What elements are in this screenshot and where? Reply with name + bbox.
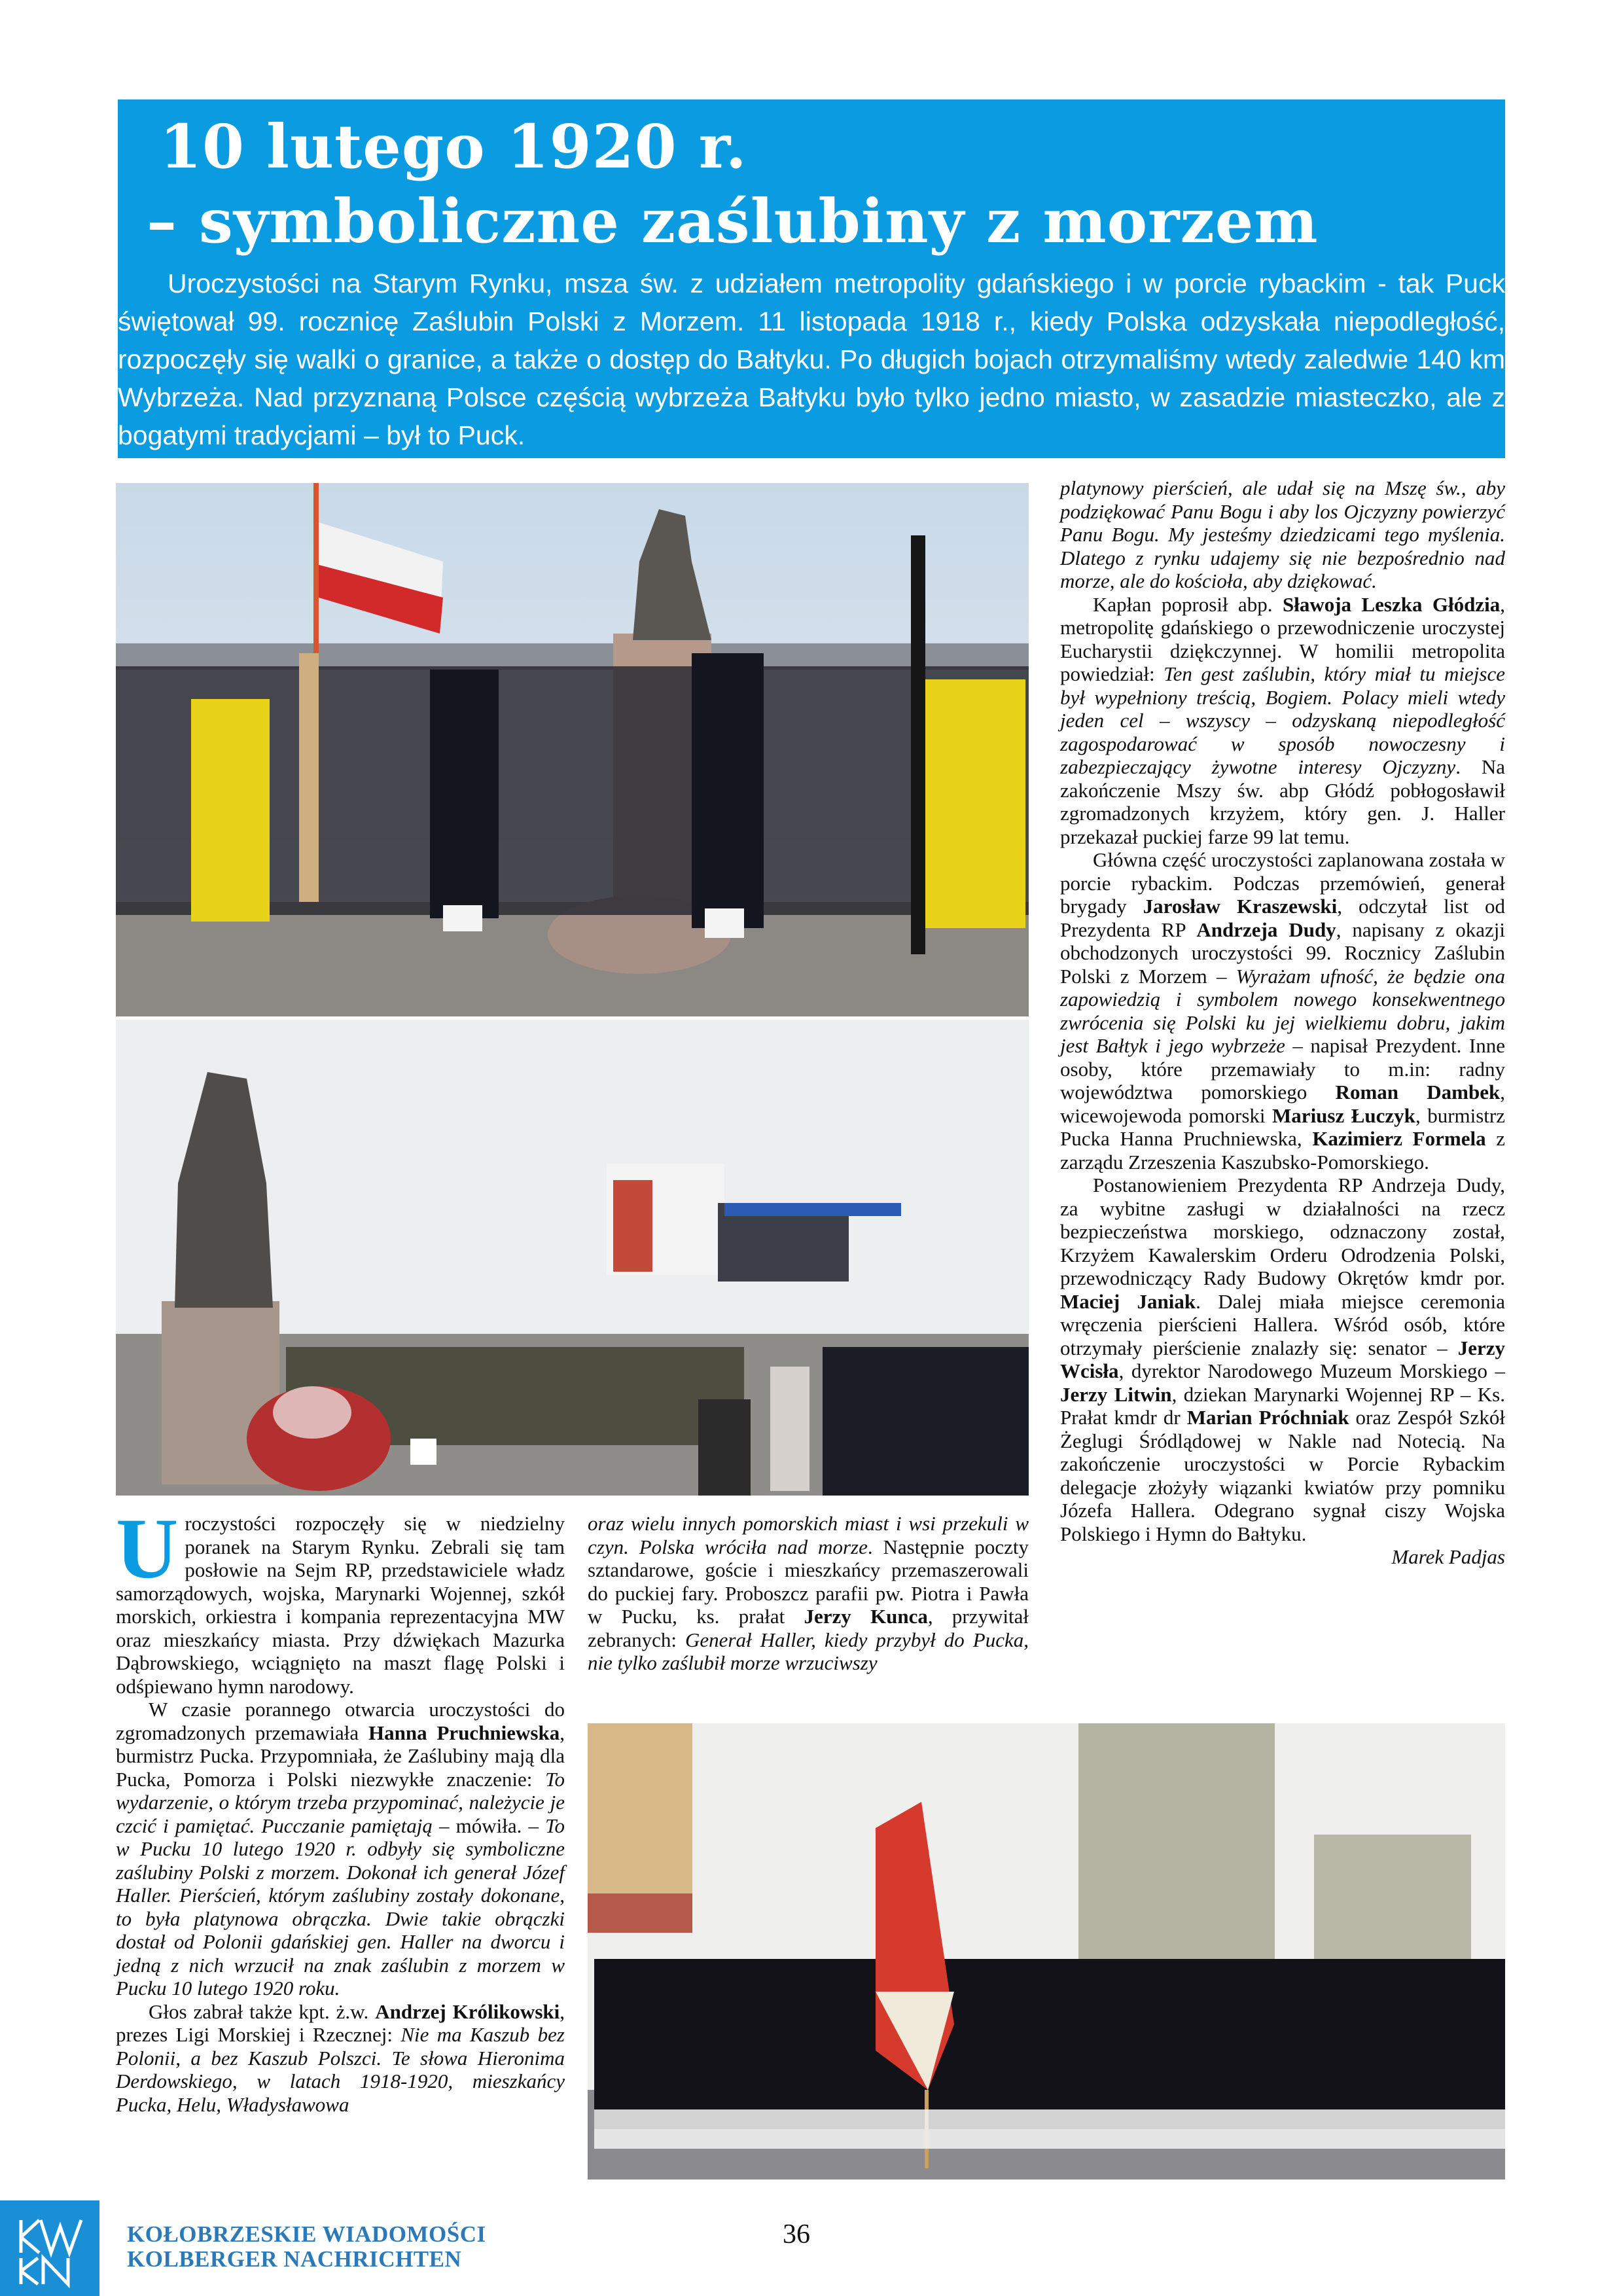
- kwkn-logo-icon: [0, 2200, 99, 2296]
- article-paragraph: W czasie porannego otwarcia uroczystości do zgromadzonych przemawiała Hanna Pruchniewska, burmistrz Pucka. Przypomniała, że Zaślubiny mają dla Pucka, Pomorza i Polski niezwykłe znaczenie: To wydarzenie, o którym trzeba przypominać, należycie je czcić i pamiętać. Pucczanie pamiętają – mówiła. – To w Pucku 10 lutego 1920 r. odbyły się symboliczne zaślubiny Polski z morzem. Dokonał ich generał Józef Haller. Pierścień, którym zaślubiny zostały dokonane, to była platynowa obrączka. Dwie takie obrączki dostał od Polonii gdańskiej gen. Haller na dworcu i jedną z nich wrzucił na znak zaślubin z morzem w Pucku 10 lutego 1920 roku.: [116, 1698, 565, 2000]
- article-paragraph: Kapłan poprosił abp. Sławoja Leszka Głódzia, metropolitę gdańskiego o przewodniczenie uroczystej Eucharystii dziękczynnej. W homilii metropolita powiedział: Ten gest zaślubin, który miał tu miejsce był wypełniony treścią, Bogiem. Polacy mieli wtedy jeden cel – wszyscy – odzyskaną niepodległość zagospodarować w sposób nowoczesny i zabezpieczający żywotne interesy Ojczyzny. Na zakończenie Mszy św. abp Głódź pobłogosławił zgromadzonych krzyżem, który gen. J. Haller przekazał puckiej farze 99 lat temu.: [1060, 592, 1506, 848]
- publication-name-german: KOLBERGER NACHRICHTEN: [127, 2246, 462, 2272]
- article-paragraph: oraz wielu innych pomorskich miast i wsi przekuli w czyn. Polska wróciła nad morze. Następnie poczty sztandarowe, goście i mieszkańcy przemaszerowali do puckiej fary. Proboszcz parafii pw. Piotra i Pawła w Pucku, ks. prałat Jerzy Kunca, przywitał zebranych: Generał Haller, kiedy przybył do Pucka, nie tylko zaślubił morze wrzuciwszy: [588, 1512, 1029, 1674]
- page-number: 36: [783, 2219, 810, 2250]
- wreath-photo-image: [116, 1020, 1029, 1496]
- person-name: Mariusz Łuczyk: [1272, 1103, 1415, 1127]
- article-paragraph: Główna część uroczystości zaplanowana została w porcie rybackim. Podczas przemówień, generał brygady Jarosław Kraszewski, odczytał list od Prezydenta RP Andrzeja Dudy, napisany z okazji obchodzonych uroczystości 99. Rocznicy Zaślubin Polski z Morzem – Wyrażam ufność, że będzie ona zapowiedzią i symbolem nowego konsekwentnego zwrócenia się Polski ku jej wielkiemu dobru, jakim jest Bałtyk i jego wybrzeże – napisał Prezydent. Inne osoby, które przemawiały to m.in: radny województwa pomorskiego Roman Dambek, wicewojewoda pomorski Mariusz Łuczyk, burmistrz Pucka Hanna Pruchniewska, Kazimierz Formela z zarządu Zrzeszenia Kaszubsko-Pomorskiego.: [1060, 848, 1506, 1174]
- person-name: Jerzy Wcisła: [1060, 1336, 1505, 1382]
- article-paragraph: [1060, 476, 1505, 593]
- photo-ceremony-flag-monument: [116, 483, 1029, 1016]
- quote: Ten gest zaślubin, który miał tu miejsce był wypełniony treścią, Bogiem. Polacy mieli wtedy jeden cel – wszyscy – odzyskaną niepodległość zagospodarować w sposób nowoczesny i zabezpieczający żywotne interesy Ojczyzny: [1060, 662, 1505, 778]
- article-title-line2: – symboliczne zaślubiny z morzem: [147, 186, 1319, 257]
- article-paragraph: Głos zabrał także kpt. ż.w. Andrzej Królikowski, prezes Ligi Morskiej i Rzecznej: Nie ma Kaszub bez Polonii, a bez Kaszub Polszci. Te słowa Hieronima Derdowskiego, w latach 1918-1920, mieszkańcy Pucka, Helu, Władysławowa: [116, 2000, 565, 2116]
- publication-name: [127, 2222, 486, 2272]
- person-name: Hanna Pruchniewska: [368, 1721, 560, 1744]
- kwkn-logo: [0, 2200, 99, 2296]
- person-name: Roman Dambek: [1335, 1081, 1501, 1103]
- photo-wreath-laying: [116, 1020, 1029, 1496]
- person-name: Jarosław Kraszewski: [1143, 895, 1338, 918]
- person-name: Kazimierz Formela: [1312, 1127, 1486, 1150]
- quote: oraz wielu innych pomorskich miast i wsi przekuli w czyn. Polska wróciła nad morze: [588, 1512, 1029, 1558]
- person-name: Sławoja Leszka Głódzia: [1282, 592, 1501, 616]
- quote: To w Pucku 10 lutego 1920 r. odbyły się symboliczne zaślubiny Polski z morzem. Dokonał ich generał Józef Haller. Pierścień, którym zaślubiny zostały dokonane, to była platynowa obrączka. Dwie takie obrączki dostał od Polonii gdańskiej gen. Haller na dworcu i jedną z nich wrzucił na znak zaślubin z morzem w Pucku 10 lutego 1920 roku.: [116, 1814, 565, 2000]
- article-column-3: [1060, 476, 1505, 1569]
- article-header: [118, 99, 1505, 458]
- photo-navy-honor-guard: [588, 1723, 1505, 2179]
- honor-guard-photo-image: [588, 1723, 1505, 2179]
- publication-name-polish: KOŁOBRZESKIE WIADOMOŚCI: [127, 2221, 486, 2247]
- quote: To wydarzenie, o którym trzeba przypominać, należycie je czcić i pamiętać. Pucczanie pamiętają: [116, 1767, 565, 1837]
- drop-cap: U: [116, 1500, 179, 1596]
- quote: Nie ma Kaszub bez Polonii, a bez Kaszub Polszci. Te słowa Hieronima Derdowskiego, w latach 1918-1920, mieszkańcy Pucka, Helu, Władysławowa: [116, 2023, 565, 2116]
- person-name: Jerzy Kunca: [804, 1605, 928, 1628]
- article-title-line1: 10 lutego 1920 r.: [160, 111, 747, 182]
- person-name: Andrzeja Dudy: [1196, 918, 1336, 941]
- article-author: Marek Padjas: [1391, 1545, 1505, 1568]
- quote: Wyrażam ufność, że będzie ona zapowiedzią i symbolem nowego konsekwentnego zwrócenia się Polski ku jej wielkiemu dobru, jakim jest Bałtyk i jego wybrzeże: [1060, 964, 1505, 1057]
- person-name: Marian Próchniak: [1186, 1406, 1349, 1429]
- article-lead: [118, 264, 1505, 454]
- person-name: Jerzy Litwin: [1060, 1382, 1172, 1406]
- article-paragraph: Postanowieniem Prezydenta RP Andrzeja Dudy, za wybitne zasługi w działalności na rzecz bezpieczeństwa morskiego, odznaczony został, Krzyżem Kawalerskim Orderu Odrodzenia Polski, przewodniczący Rady Budowy Okrętów kmdr por. Maciej Janiak. Dalej miała miejsce ceremonia wręczenia pierścieni Hallera. Wśród osób, które otrzymały pierścienie znalazły się: senator – Jerzy Wcisła, dyrektor Narodowego Muzeum Morskiego – Jerzy Litwin, dziekan Marynarki Wojennej RP – Ks. Prałat kmdr dr Marian Próchniak oraz Zespół Szkół Żeglugi Śródlądowej w Nakle nad Notecią. Na zakończenie uroczystości w Porcie Rybackim delegacje złożyły wiązanki kwiatów przy pomniku Józefa Hallera. Odegrano sygnał ciszy Wojska Polskiego i Hymn do Bałtyku.: [1060, 1174, 1505, 1545]
- article-paragraph: Uroczystości rozpoczęły się w niedzielny poranek na Starym Rynku. Zebrali się tam posłowie na Sejm RP, przedstawiciele władz samorządowych, wojska, Marynarki Wojennej, szkół morskich, orkiestra i kompania reprezentacyjna MW oraz mieszkańcy miasta. Przy dźwiękach Mazurka Dąbrowskiego, wciągnięto na maszt flagę Polski i odśpiewano hymn narodowy.: [116, 1500, 565, 1698]
- ceremony-photo-image: [116, 483, 1029, 1016]
- article-column-1: [116, 1500, 565, 2116]
- person-name: Maciej Janiak: [1060, 1289, 1196, 1313]
- lead-paragraph: Uroczystości na Starym Rynku, msza św. z udziałem metropolity gdańskiego i w porcie rybackim - tak Puck świętował 99. rocznicę Zaślubin Polski z Morzem. 11 listopada 1918 r., kiedy Polska odzyskała niepodległość, rozpoczęły się walki o granice, a także o dostęp do Bałtyku. Po długich bojach otrzymaliśmy wtedy zaledwie 140 km Wybrzeża. Nad przyznaną Polsce częścią wybrzeża Bałtyku było tylko jedno miasto, w zasadzie miasteczko, ale z bogatymi tradycjami – był to Puck.: [118, 268, 1505, 450]
- quote: Generał Haller, kiedy przybył do Pucka, nie tylko zaślubił morze wrzuciwszy: [588, 1628, 1029, 1674]
- article-column-2: [588, 1512, 1029, 1675]
- person-name: Andrzej Królikowski: [375, 2000, 560, 2023]
- quote: platynowy pierścień, ale udał się na Mszę św., aby podziękować Panu Bogu i aby los Ojczyzny powierzyć Panu Bogu. My jesteśmy dziedzicami tego myślenia. Dlatego z rynku udajemy się nie bezpośrednio nad morze, ale do kościoła, aby dziękować.: [1060, 476, 1505, 592]
